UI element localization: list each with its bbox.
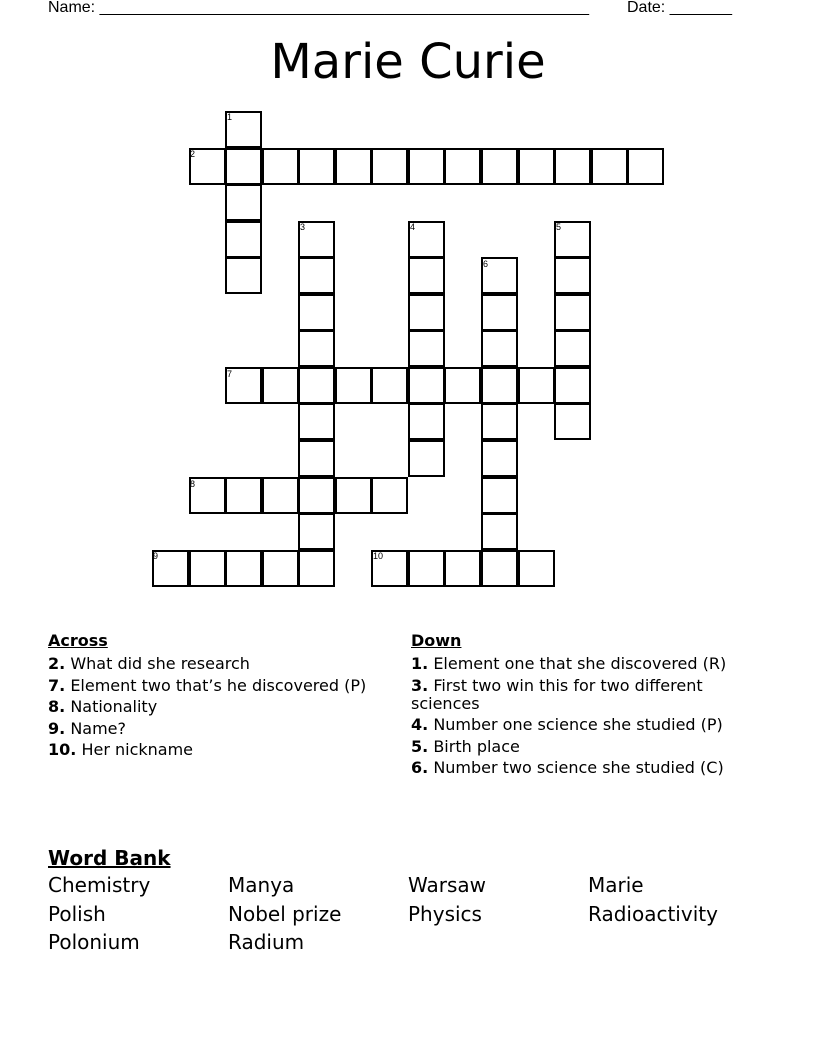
clue-number: 5. [411,736,429,756]
word-bank-item: Radioactivity [588,901,718,926]
grid-cell[interactable] [335,477,372,514]
grid-cell[interactable] [408,440,445,477]
grid-cell[interactable] [481,148,518,185]
grid-cell[interactable] [298,148,335,185]
grid-cell[interactable] [408,550,445,587]
grid-cell[interactable] [591,148,628,185]
clue-text: Element two that’s he discovered (P) [70,675,367,695]
word-bank-item: Warsaw [408,873,487,897]
grid-cell[interactable] [335,148,372,185]
clue-number: 6. [411,758,429,777]
grid-number-6: 6 [483,259,489,269]
grid-cell[interactable] [481,330,518,367]
grid-number-8: 8 [190,479,196,489]
clue-text: Element one that she discovered (R) [433,654,727,673]
grid-cell[interactable] [444,148,481,185]
grid-cell[interactable] [554,330,591,367]
grid-cell[interactable] [408,294,445,331]
across-clue [48,741,378,759]
grid-cell[interactable] [554,257,591,294]
down-clue [411,677,756,713]
clue-number: 9. [48,718,66,738]
grid-cell[interactable] [408,148,445,185]
grid-cell[interactable] [298,440,335,477]
grid-cell[interactable] [371,148,408,185]
grid-cell[interactable] [481,550,518,587]
word-bank-item: Nobel prize [228,901,342,926]
down-clue [411,759,756,777]
grid-number-5: 5 [556,222,562,232]
grid-cell[interactable] [298,367,335,404]
grid-number-9: 9 [153,551,159,561]
grid-number-7: 7 [227,369,233,379]
grid-cell[interactable] [298,403,335,440]
grid-cell[interactable] [298,257,335,294]
grid-cell[interactable] [225,148,262,185]
grid-cell[interactable] [298,477,335,514]
across-heading: Across [48,631,108,650]
down-clue-list [411,655,756,781]
grid-cell[interactable] [335,367,372,404]
grid-number-2: 2 [190,149,196,159]
grid-cell[interactable] [262,367,299,404]
clue-number: 4. [411,715,429,734]
grid-cell[interactable] [371,477,408,514]
grid-cell[interactable] [554,367,591,404]
grid-cell[interactable] [225,221,262,258]
grid-cell[interactable] [262,550,299,587]
clue-text: Name? [70,718,127,738]
clue-text: Number one science she studied (P) [433,715,723,734]
across-clue [48,655,378,673]
across-clue [48,720,378,738]
grid-cell[interactable] [225,257,262,294]
grid-cell[interactable] [627,148,664,185]
across-clue [48,698,378,716]
grid-cell[interactable] [481,294,518,331]
grid-cell[interactable] [554,403,591,440]
down-clue [411,655,756,673]
word-bank-item: Radium [228,930,305,954]
grid-cell[interactable] [298,550,335,587]
down-clue [411,738,756,756]
word-bank-item: Manya [228,873,295,897]
grid-cell[interactable] [298,294,335,331]
grid-cell[interactable] [298,513,335,550]
grid-cell[interactable] [225,550,262,587]
grid-cell[interactable] [408,367,445,404]
grid-cell[interactable] [518,367,555,404]
across-clue [48,677,378,695]
grid-cell[interactable] [444,367,481,404]
page-title: Marie Curie [270,34,546,90]
down-clue [411,716,756,734]
grid-cell[interactable] [408,330,445,367]
grid-number-1: 1 [227,112,233,122]
grid-cell[interactable] [554,294,591,331]
grid-number-3: 3 [300,222,306,232]
grid-cell[interactable] [444,550,481,587]
clue-text: Nationality [70,697,158,716]
grid-cell[interactable] [262,477,299,514]
grid-cell[interactable] [408,403,445,440]
grid-cell[interactable] [189,550,226,587]
date-field-line: Date: _______ [627,0,732,16]
clue-number: 2. [48,654,66,673]
grid-cell[interactable] [481,477,518,514]
grid-cell[interactable] [481,367,518,404]
clue-text: Her nickname [81,740,193,759]
grid-cell[interactable] [225,184,262,221]
grid-cell[interactable] [554,148,591,185]
grid-cell[interactable] [518,148,555,185]
grid-number-4: 4 [410,222,416,232]
name-field-line: Name: _______________________________________________________ [48,0,589,16]
clue-number: 8. [48,697,66,716]
word-bank-item: Physics [408,901,482,926]
grid-cell[interactable] [481,513,518,550]
grid-cell[interactable] [518,550,555,587]
clue-number: 3. [411,675,429,695]
word-bank-item: Marie [588,873,644,897]
clue-text: Number two science she studied (C) [433,758,724,777]
grid-cell[interactable] [298,330,335,367]
down-heading: Down [411,631,462,650]
clue-text: What did she research [70,654,250,673]
word-bank-item: Polish [48,901,106,926]
grid-cell[interactable] [225,477,262,514]
grid-cell[interactable] [481,440,518,477]
clue-text: Birth place [433,736,520,756]
clue-number: 1. [411,654,429,673]
clue-number: 7. [48,675,66,695]
grid-cell[interactable] [408,257,445,294]
clue-number: 10. [48,740,77,759]
grid-number-10: 10 [373,551,384,561]
word-bank-title: Word Bank [48,846,171,870]
word-bank [48,873,768,956]
clue-text: First two win this for two different sciences [411,675,703,713]
grid-cell[interactable] [481,403,518,440]
grid-cell[interactable] [262,148,299,185]
across-clue-list [48,655,378,763]
word-bank-item: Polonium [48,930,140,954]
grid-cell[interactable] [371,367,408,404]
word-bank-item: Chemistry [48,873,151,897]
